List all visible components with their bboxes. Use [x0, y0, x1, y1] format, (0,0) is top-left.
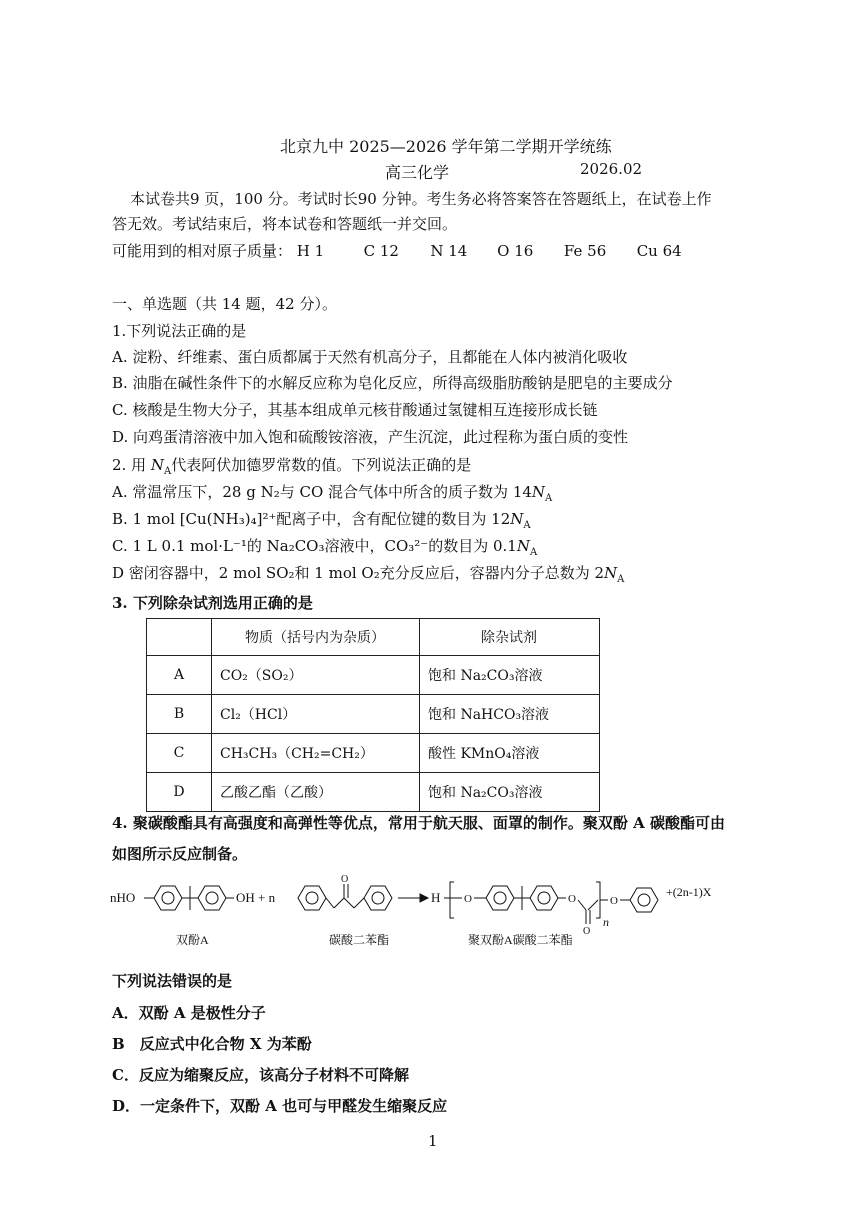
- mass-o: O 16: [497, 242, 534, 260]
- masses-label: 可能用到的相对原子质量：: [112, 242, 293, 260]
- q1-option-a: A. 淀粉、纤维素、蛋白质都属于天然有机高分子，且都能在人体内被消化吸收: [112, 348, 628, 366]
- q2-a-text: A. 常温常压下，28 g N₂与 CO 混合气体中所含的质子数为 14: [112, 483, 532, 501]
- mass-c: C 12: [363, 242, 399, 260]
- table-cell: CO₂（SO₂）: [212, 656, 420, 695]
- exam-title: 北京九中 2025—2026 学年第二学期开学统练: [280, 137, 612, 156]
- label-polycarbonate: 聚双酚A碳酸二苯酯: [468, 933, 573, 947]
- reaction-scheme: [110, 872, 760, 962]
- svg-text:O: O: [341, 874, 349, 885]
- scheme-oh-plus-n: OH + n: [236, 890, 276, 905]
- svg-text:O: O: [610, 895, 618, 907]
- q2-na-symbol: N: [150, 456, 164, 474]
- label-bisphenol-a: 双酚A: [176, 933, 209, 947]
- q2-option-d: [112, 560, 624, 593]
- q4-option-b: B 反应式中化合物 X 为苯酚: [112, 1035, 312, 1053]
- table-header-cell: 物质（括号内为杂质）: [212, 619, 420, 656]
- table-cell: B: [147, 695, 212, 734]
- q3-table: [146, 618, 600, 812]
- scheme-h: H: [431, 890, 441, 905]
- q2-c-na-sub: A: [529, 547, 538, 558]
- q4-stem-1: 4. 聚碳酸酯具有高强度和高弹性等优点，常用于航天服、面罩的制作。聚双酚 A 碳酸酯可由: [112, 814, 725, 832]
- q2-na-sub: A: [163, 466, 172, 477]
- q4-question: 下列说法错误的是: [112, 972, 233, 990]
- mass-fe: Fe 56: [563, 242, 607, 260]
- label-diphenyl-carbonate: 碳酸二苯酯: [329, 933, 390, 947]
- q2-d-na: N: [604, 564, 618, 582]
- page-number: 1: [428, 1132, 438, 1150]
- table-cell: C: [147, 734, 212, 773]
- q4-option-a: A．双酚 A 是极性分子: [112, 1004, 266, 1022]
- section-heading: 一、单选题（共 14 题，42 分）。: [112, 295, 337, 313]
- table-row: [147, 695, 600, 734]
- svg-text:O: O: [568, 893, 576, 905]
- svg-text:O: O: [464, 893, 472, 905]
- q3-stem: 3. 下列除杂试剂选用正确的是: [112, 594, 313, 612]
- table-header-cell: 除杂试剂: [420, 619, 600, 656]
- exam-subject: 高三化学: [385, 163, 450, 182]
- q2-d-text: D 密闭容器中，2 mol SO₂和 1 mol O₂充分反应后，容器内分子总数为 2: [112, 564, 605, 582]
- table-cell: CH₃CH₃（CH₂=CH₂）: [212, 734, 420, 773]
- table-cell: 饱和 Na₂CO₃溶液: [420, 773, 600, 812]
- table-cell: 饱和 Na₂CO₃溶液: [420, 656, 600, 695]
- atomic-masses: [112, 238, 682, 264]
- table-header-row: [147, 619, 600, 656]
- q4-option-c: C．反应为缩聚反应，该高分子材料不可降解: [112, 1066, 409, 1084]
- table-cell: 饱和 NaHCO₃溶液: [420, 695, 600, 734]
- scheme-byproduct: +(2n-1)X: [666, 885, 712, 899]
- mass-h: H 1: [296, 242, 325, 260]
- q2-b-na-sub: A: [523, 520, 531, 531]
- q4-option-d: D．一定条件下，双酚 A 也可与甲醛发生缩聚反应: [112, 1097, 448, 1115]
- table-row: [147, 773, 600, 812]
- table-cell: 乙酸乙酯（乙酸）: [212, 773, 420, 812]
- intro-line-1: 本试卷共9 页，100 分。考试时长90 分钟。考生务必将答案答在答题纸上，在试卷上作: [130, 190, 712, 208]
- q1-stem: 1.下列说法正确的是: [112, 322, 247, 340]
- scheme-n-subscript: n: [603, 915, 609, 929]
- q4-stem-2: 如图所示反应制备。: [112, 845, 248, 863]
- intro-line-2: 答无效。考试结束后，将本试卷和答题纸一并交回。: [112, 215, 458, 233]
- table-row: [147, 656, 600, 695]
- q2-b-na: N: [510, 510, 524, 528]
- scheme-nho: nHO: [110, 890, 136, 905]
- q1-option-d: D. 向鸡蛋清溶液中加入饱和硫酸铵溶液，产生沉淀，此过程称为蛋白质的变性: [112, 428, 629, 446]
- q2-b-text: B. 1 mol [Cu(NH₃)₄]²⁺配离子中，含有配位键的数目为 12: [112, 510, 511, 528]
- svg-text:O: O: [583, 926, 591, 937]
- exam-date: 2026.02: [580, 160, 643, 178]
- table-cell: Cl₂（HCl）: [212, 695, 420, 734]
- q1-option-b: B. 油脂在碱性条件下的水解反应称为皂化反应，所得高级脂肪酸钠是肥皂的主要成分: [112, 374, 673, 392]
- table-row: [147, 734, 600, 773]
- table-cell: A: [147, 656, 212, 695]
- q2-c-na: N: [516, 537, 530, 555]
- q1-option-c: C. 核酸是生物大分子，其基本组成单元核苷酸通过氢键相互连接形成长链: [112, 401, 598, 419]
- table-cell: D: [147, 773, 212, 812]
- q2-stem-prefix: 2. 用: [112, 456, 151, 474]
- mass-cu: Cu 64: [636, 242, 682, 260]
- q2-d-na-sub: A: [617, 574, 625, 585]
- table-cell: 酸性 KMnO₄溶液: [420, 734, 600, 773]
- q2-stem-suffix: 代表阿伏加德罗常数的值。下列说法正确的是: [171, 456, 472, 474]
- q2-a-na: N: [531, 483, 546, 501]
- q2-a-na-sub: A: [545, 493, 553, 504]
- table-header-cell: [147, 619, 212, 656]
- mass-n: N 14: [430, 242, 468, 260]
- q2-c-text: C. 1 L 0.1 mol·L⁻¹的 Na₂CO₃溶液中，CO₃²⁻的数目为 0.1: [112, 537, 517, 555]
